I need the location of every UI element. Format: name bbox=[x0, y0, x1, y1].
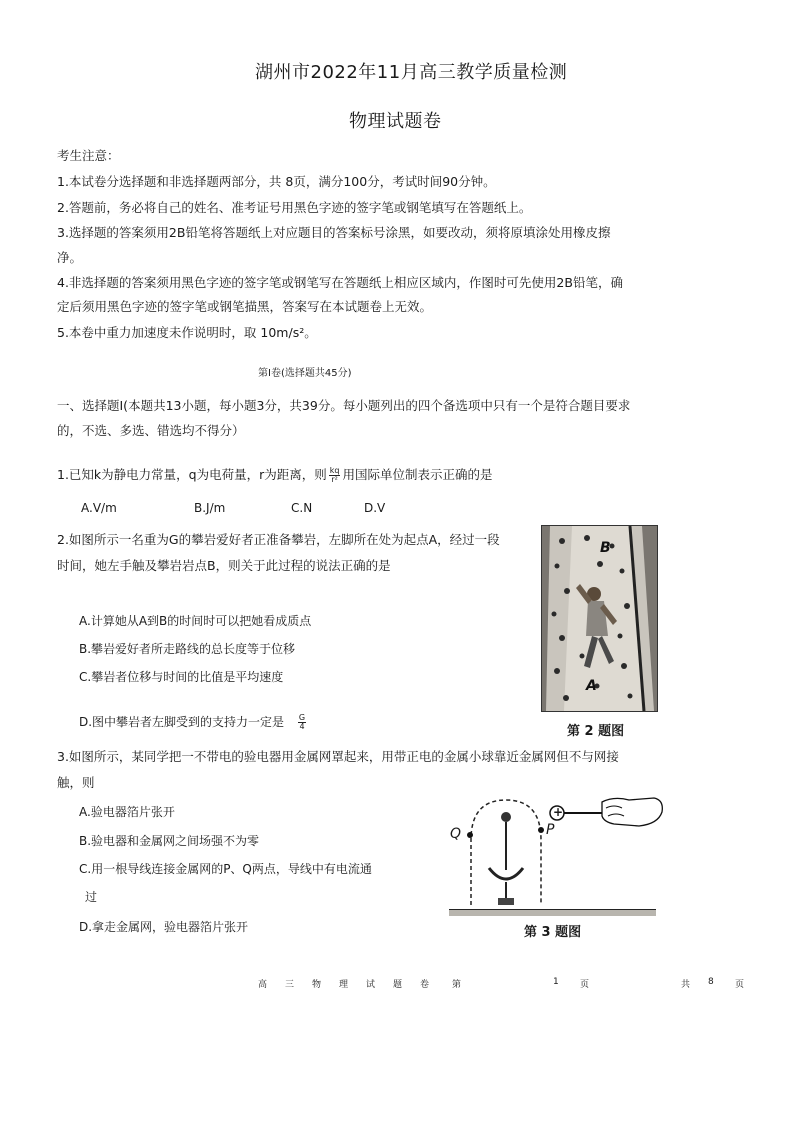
q2-fraction: $\frac{G}{4}$ bbox=[298, 713, 306, 731]
q2-option-a: A.计算她从A到B的时间时可以把她看成质点 bbox=[79, 614, 312, 628]
q2-stem: 2.如图所示一名重为G的攀岩爱好者正准备攀岩，左脚所在处为起点A，经过一段 bbox=[57, 532, 500, 547]
footer-word: 理 bbox=[339, 980, 349, 990]
q2-stem: 时间，她左手触及攀岩岩点B，则关于此过程的说法正确的是 bbox=[57, 558, 391, 573]
q1-option-d: D.V bbox=[364, 501, 386, 515]
notice-line: 1.本试卷分选择题和非选择题两部分，共 8页，满分100分，考试时间90分钟。 bbox=[57, 174, 496, 189]
label-p: P bbox=[546, 822, 555, 838]
q3-option-c: C.用一根导线连接金属网的P、Q两点，导线中有电流通 bbox=[79, 862, 372, 876]
page-title: 湖州市2022年11月高三教学质量检测 bbox=[255, 62, 568, 83]
q1-fraction: $\frac{kq}{\text{r²}}$ bbox=[329, 466, 340, 484]
q3-option-c-cont: 过 bbox=[85, 890, 98, 904]
footer-word: 第 bbox=[452, 980, 462, 990]
section-intro: 的，不选、多选、错选均不得分） bbox=[57, 423, 245, 438]
notice-line: 2.答题前，务必将自己的姓名、准考证号用黑色字迹的签字笔或钢笔填写在答题纸上。 bbox=[57, 200, 532, 215]
point-p bbox=[538, 827, 544, 833]
footer-word: 页 bbox=[735, 980, 745, 990]
footer-word: 题 bbox=[393, 980, 403, 990]
q1-option-c: C.N bbox=[291, 501, 313, 515]
section-title: 第Ⅰ卷(选择题共45分) bbox=[258, 368, 352, 379]
figure-label-a: A bbox=[586, 678, 597, 694]
page-subtitle: 物理试题卷 bbox=[349, 111, 442, 132]
footer-word: 试 bbox=[366, 980, 376, 990]
electroscope-knob bbox=[501, 812, 511, 822]
footer-word: 物 bbox=[312, 980, 322, 990]
notice-line: 3.选择题的答案须用2B铅笔将答题纸上对应题目的答案标号涂黑，如要改动，须将原填涂处用橡皮擦 bbox=[57, 225, 611, 240]
q3-option-b: B.验电器和金属网之间场强不为零 bbox=[79, 834, 260, 848]
q2-option-c: C.攀岩者位移与时间的比值是平均速度 bbox=[79, 670, 284, 684]
point-q bbox=[467, 832, 473, 838]
q2-caption: 第 2 题图 bbox=[567, 724, 625, 739]
q3-option-d: D.拿走金属网，验电器箔片张开 bbox=[79, 920, 249, 934]
q1-option-b: B.J/m bbox=[194, 501, 226, 515]
q3-stem: 触，则 bbox=[57, 775, 95, 790]
footer-page-number: 1 bbox=[553, 977, 559, 987]
notice-line: 4.非选择题的答案须用黑色字迹的签字笔或钢笔写在答题纸上相应区域内，作图时可先使用2B铅笔，确 bbox=[57, 275, 623, 290]
notice-line: 定后须用黑色字迹的签字笔或钢笔描黑，答案写在本试题卷上无效。 bbox=[57, 299, 433, 314]
notice-line: 净。 bbox=[57, 250, 83, 265]
label-q: Q bbox=[450, 826, 462, 842]
q3-option-a: A.验电器箔片张开 bbox=[79, 805, 175, 819]
q2-option-b: B.攀岩爱好者所走路线的总长度等于位移 bbox=[79, 642, 296, 656]
footer-word: 高 bbox=[258, 980, 268, 990]
q1-option-a: A.V/m bbox=[81, 501, 117, 515]
footer-word: 卷 bbox=[420, 980, 430, 990]
footer-total-pages: 8 bbox=[708, 977, 714, 987]
footer-word: 三 bbox=[285, 980, 295, 990]
section-intro: 一、选择题Ⅰ(本题共13小题，每小题3分，共39分。每小题列出的四个备选项中只有一个是符合题目要求 bbox=[57, 398, 631, 413]
q1-stem-after: 用国际单位制表示正确的是 bbox=[342, 467, 493, 482]
hand-icon bbox=[602, 798, 662, 826]
q3-caption: 第 3 题图 bbox=[524, 925, 582, 940]
climbing-wall-photo bbox=[541, 525, 658, 712]
notice-line: 5.本卷中重力加速度未作说明时，取 10m/s²。 bbox=[57, 325, 317, 340]
q3-stem: 3.如图所示，某同学把一不带电的验电器用金属网罩起来，用带正电的金属小球靠近金属网但不与网接 bbox=[57, 749, 619, 764]
plus-sign: + bbox=[553, 805, 564, 819]
footer-word: 页 bbox=[580, 980, 590, 990]
q2-option-d: D.图中攀岩者左脚受到的支持力一定是 $\frac{G}{4}$ bbox=[79, 713, 306, 731]
footer-word: 共 bbox=[681, 980, 691, 990]
notice-heading: 考生注意： bbox=[57, 148, 120, 163]
figure-label-b: B bbox=[600, 540, 611, 556]
q1-stem-before: 1.已知k为静电力常量，q为电荷量，r为距离，则 bbox=[57, 467, 327, 482]
q1-stem bbox=[57, 465, 492, 484]
